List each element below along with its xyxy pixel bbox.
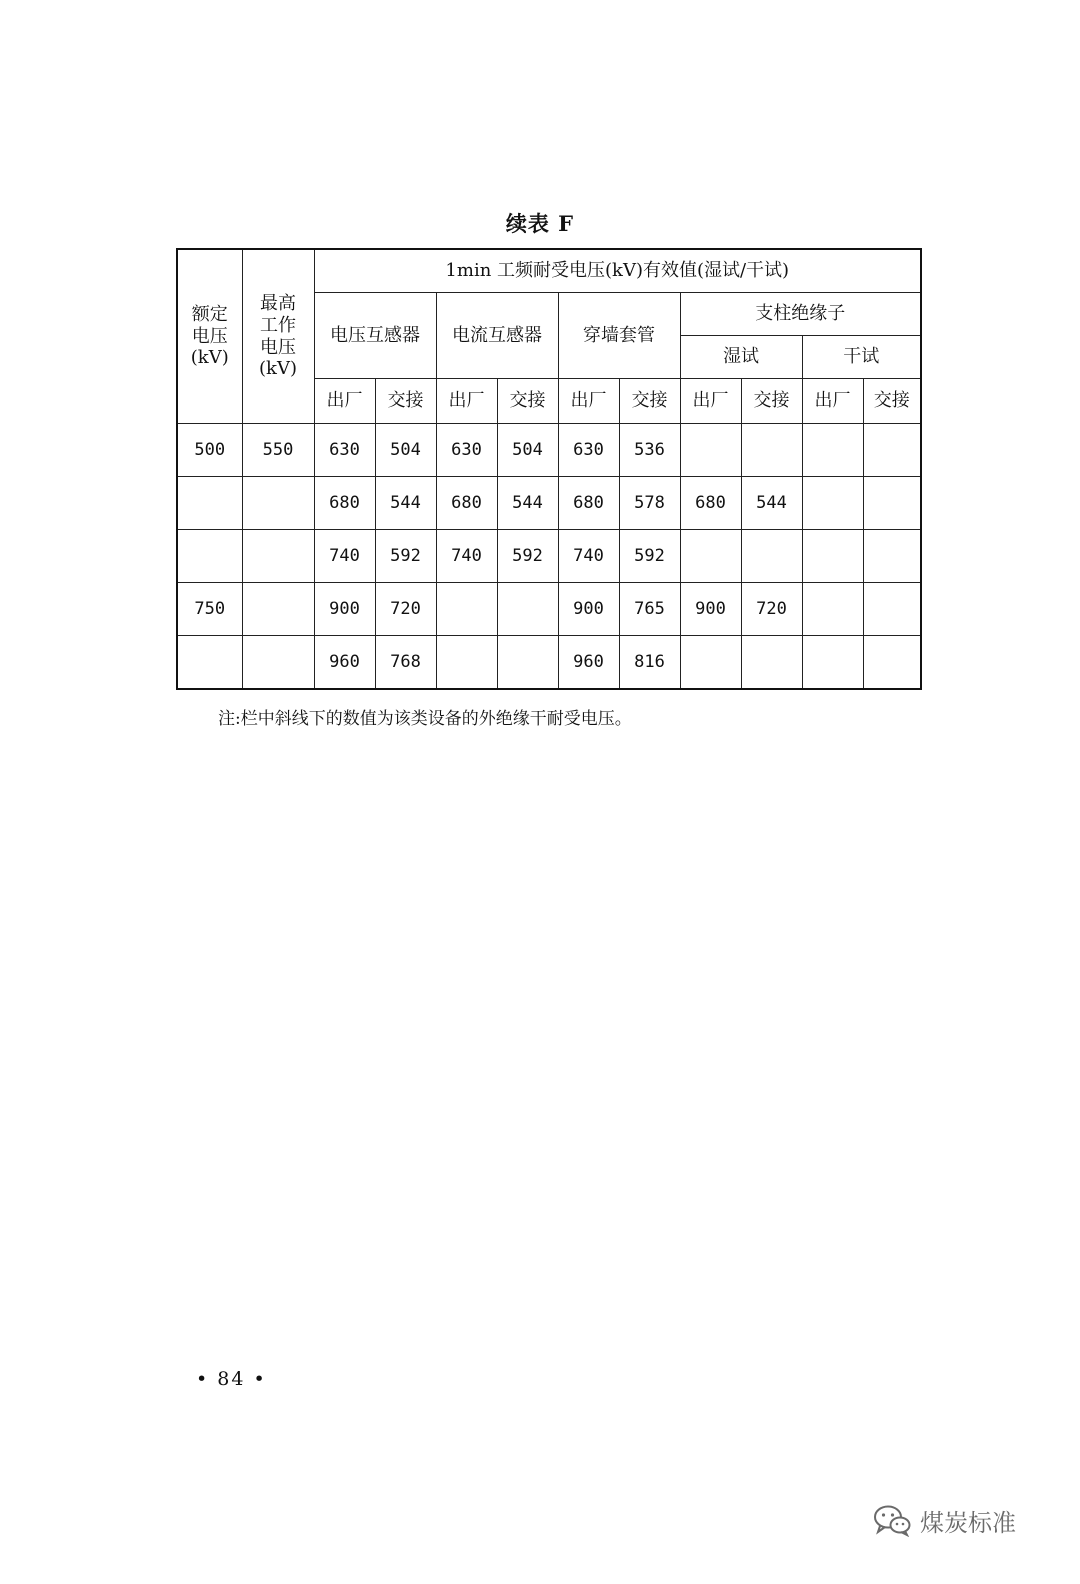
table-cell <box>802 636 863 690</box>
sub-header: 出厂 <box>802 379 863 424</box>
table-cell: 720 <box>375 583 436 636</box>
dry-test-header: 干试 <box>802 336 921 379</box>
table-cell: 630 <box>314 424 375 477</box>
table-cell <box>741 636 802 690</box>
table-cell: 544 <box>375 477 436 530</box>
table-cell: 630 <box>558 424 619 477</box>
table-row <box>177 477 921 530</box>
table-cell <box>242 477 314 530</box>
table-row <box>177 583 921 636</box>
table-cell: 504 <box>497 424 558 477</box>
table-cell <box>177 636 242 690</box>
table-cell <box>863 530 921 583</box>
table-cell <box>497 583 558 636</box>
table-cell: 816 <box>619 636 680 690</box>
rated-voltage-header: 额定 电压 (kV) <box>177 249 242 424</box>
table-cell <box>177 477 242 530</box>
table-cell <box>680 424 741 477</box>
table-cell: 740 <box>436 530 497 583</box>
table-cell: 960 <box>314 636 375 690</box>
table-cell: 750 <box>177 583 242 636</box>
table-cell: 578 <box>619 477 680 530</box>
sub-header: 出厂 <box>680 379 741 424</box>
voltage-table <box>176 248 922 690</box>
table-cell <box>863 424 921 477</box>
table-note: 注:栏中斜线下的数值为该类设备的外绝缘干耐受电压。 <box>218 709 632 729</box>
table-cell <box>741 424 802 477</box>
table-cell: 960 <box>558 636 619 690</box>
table-cell: 765 <box>619 583 680 636</box>
max-voltage-header: 最高 工作 电压 (kV) <box>242 249 314 424</box>
table-cell: 592 <box>497 530 558 583</box>
wechat-icon <box>872 1503 912 1537</box>
table-cell <box>242 636 314 690</box>
table-cell <box>680 636 741 690</box>
table-cell: 720 <box>741 583 802 636</box>
sub-header: 交接 <box>375 379 436 424</box>
table-cell <box>802 530 863 583</box>
sub-header: 交接 <box>497 379 558 424</box>
table-cell: 900 <box>558 583 619 636</box>
table-cell <box>680 530 741 583</box>
table-cell <box>802 477 863 530</box>
watermark-text: 煤炭标准 <box>920 1508 1016 1537</box>
watermark <box>872 1500 1016 1540</box>
table-cell <box>802 583 863 636</box>
table-cell <box>863 636 921 690</box>
table-cell <box>497 636 558 690</box>
table-row <box>177 636 921 690</box>
table-cell <box>802 424 863 477</box>
group-header-wall-bushing: 穿墙套管 <box>558 293 680 379</box>
main-header: 1min 工频耐受电压(kV)有效值(湿试/干试) <box>314 249 921 293</box>
sub-header: 出厂 <box>436 379 497 424</box>
table-cell: 592 <box>619 530 680 583</box>
table-cell: 680 <box>436 477 497 530</box>
table-cell: 680 <box>558 477 619 530</box>
table-cell: 768 <box>375 636 436 690</box>
group-header-current-transformer: 电流互感器 <box>436 293 558 379</box>
sub-header: 出厂 <box>558 379 619 424</box>
table-cell: 680 <box>680 477 741 530</box>
table-cell: 500 <box>177 424 242 477</box>
group-header-post-insulator: 支柱绝缘子 <box>680 293 921 336</box>
wet-test-header: 湿试 <box>680 336 802 379</box>
table-cell: 740 <box>314 530 375 583</box>
table-cell <box>863 583 921 636</box>
table-cell: 536 <box>619 424 680 477</box>
sub-header: 交接 <box>741 379 802 424</box>
table-cell: 592 <box>375 530 436 583</box>
table-cell: 630 <box>436 424 497 477</box>
sub-header: 交接 <box>619 379 680 424</box>
group-header-voltage-transformer: 电压互感器 <box>314 293 436 379</box>
table-cell: 550 <box>242 424 314 477</box>
sub-header: 交接 <box>863 379 921 424</box>
table-row <box>177 424 921 477</box>
table-title: 续表 F <box>505 211 575 236</box>
table-cell: 900 <box>680 583 741 636</box>
table-cell: 504 <box>375 424 436 477</box>
table-cell <box>436 583 497 636</box>
table-cell: 544 <box>497 477 558 530</box>
table-cell: 544 <box>741 477 802 530</box>
table-cell <box>741 530 802 583</box>
table-row <box>177 530 921 583</box>
table-cell: 740 <box>558 530 619 583</box>
page-number: • 84 • <box>196 1368 267 1390</box>
sub-header: 出厂 <box>314 379 375 424</box>
table-cell: 680 <box>314 477 375 530</box>
table-cell <box>242 530 314 583</box>
table-cell <box>242 583 314 636</box>
table-cell <box>863 477 921 530</box>
table-cell: 900 <box>314 583 375 636</box>
table-cell <box>177 530 242 583</box>
table-cell <box>436 636 497 690</box>
